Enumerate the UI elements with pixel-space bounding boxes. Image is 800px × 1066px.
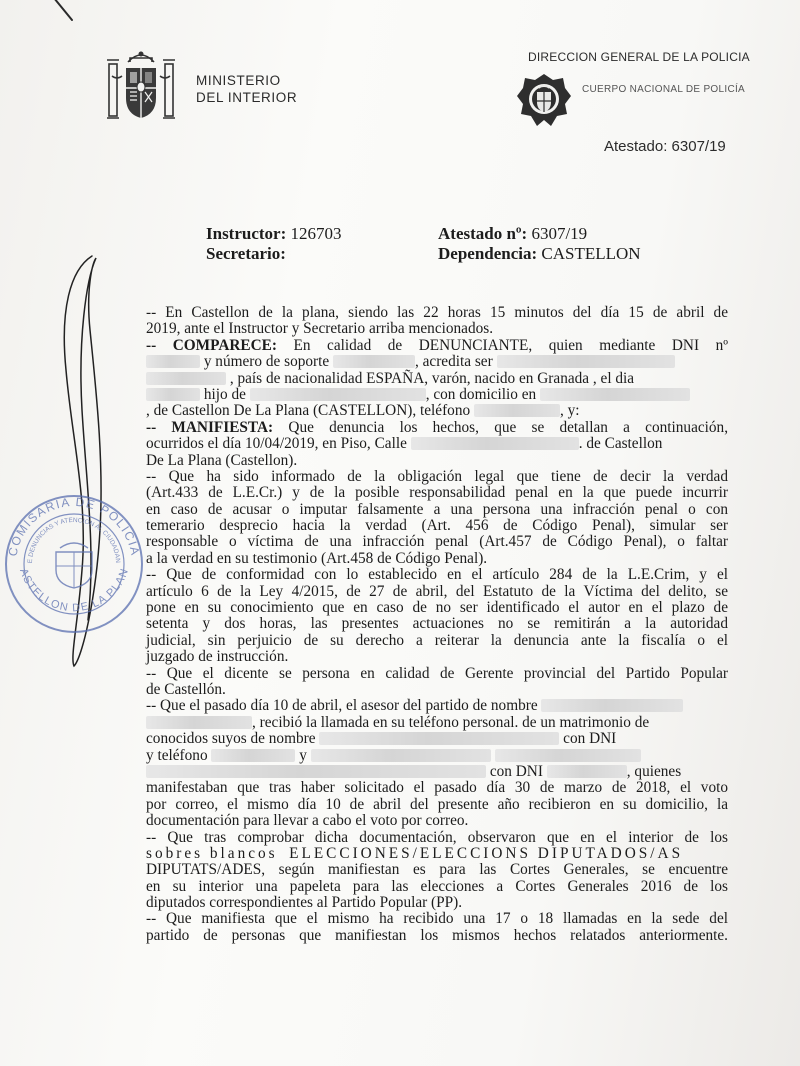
redacted-field xyxy=(319,732,559,745)
text-line: por correo, el mismo día 10 de abril del presente año recibieron en su domicilio, la xyxy=(146,795,728,813)
redacted-field xyxy=(146,716,252,729)
ministry-name xyxy=(196,72,297,106)
redacted-field xyxy=(311,749,491,762)
redacted-field xyxy=(540,388,690,401)
text-line: judicial, sin perjuicio de su derecho a reiterar la denuncia ante la fiscalía o el xyxy=(146,631,728,649)
stamp-inner-text: E DENUNCIAS Y ATENCION AL CIUDADAN xyxy=(26,516,122,564)
instructor-value: 126703 xyxy=(290,224,342,243)
redacted-field xyxy=(547,765,627,778)
redacted-field xyxy=(250,388,426,401)
redacted-field xyxy=(146,372,226,385)
text-line: de Castellón. xyxy=(146,680,226,698)
text-line: con DNI , quienes xyxy=(146,764,728,780)
atestado-value: 6307/19 xyxy=(531,224,588,243)
text-line: y teléfono y xyxy=(146,748,728,764)
text-line: 2019, ante el Instructor y Secretario arriba mencionados. xyxy=(146,320,494,338)
redacted-field xyxy=(497,355,675,368)
text-line: temerario desprecio hacia la verdad (Art. 456 de Código Penal), simular ser xyxy=(146,517,728,535)
text-line: -- Que ha sido informado de la obligación legal que tiene de decir la verdad xyxy=(146,467,728,485)
text-line: ocurridos el día 10/04/2019, en Piso, Calle . de Castellon xyxy=(146,435,663,453)
text-line: , país de nacionalidad ESPAÑA, varón, nacido en Granada , el dia xyxy=(146,371,728,387)
atestado-reference: Atestado: 6307/19 xyxy=(604,138,726,155)
instructor-label: Instructor: xyxy=(206,224,287,243)
manifiesta-label: -- MANIFIESTA: xyxy=(146,418,274,436)
text-line: , recibió la llamada en su teléfono personal. de un matrimonio de xyxy=(146,715,728,731)
atestado-label: Atestado nº: xyxy=(438,224,528,243)
atestado-row xyxy=(438,224,587,244)
text-line: -- Que el dicente se persona en calidad de Gerente provincial del Partido Popular xyxy=(146,664,728,682)
spanish-coat-of-arms-icon xyxy=(106,50,176,130)
ministry-line-2: DEL INTERIOR xyxy=(196,90,298,105)
ministry-line-1: MINISTERIO xyxy=(196,73,281,88)
text-line: en su interior una papeleta para las elecciones a Cortes Generales 2016 de los xyxy=(146,877,728,895)
text-line: a la verdad en su testimonio (Art.458 de Código Penal). xyxy=(146,549,488,567)
text-line: -- En Castellon de la plana, siendo las 22 horas 15 minutos del día 15 de abril de xyxy=(146,304,728,321)
text-line: , de Castellon De La Plana (CASTELLON), teléfono , y: xyxy=(146,402,580,420)
text-line: diputados correspondientes al Partido Popular (PP). xyxy=(146,894,463,912)
text-line: pone en su conocimiento que en caso de no ser identificado el autor en el plazo de xyxy=(146,599,728,617)
comparece-label: -- COMPARECE: xyxy=(146,336,277,354)
redacted-field xyxy=(495,749,641,762)
text-line: y número de soporte , acredita ser xyxy=(146,354,728,370)
text-line: DIPUTATS/ADES, según manifiestan es para las Cortes Generales, se encuentre xyxy=(146,861,728,879)
secretario-row xyxy=(206,244,286,264)
text-line: -- Que tras comprobar dicha documentación, observaron que en el interior de los xyxy=(146,828,728,846)
pen-mark xyxy=(50,0,80,22)
report-body xyxy=(146,305,728,944)
police-station-stamp xyxy=(0,486,154,636)
text-line: sobres blancos ELECCIONES/ELECCIONS DIPUTADOS/AS xyxy=(146,844,684,862)
redacted-field xyxy=(474,404,560,417)
text-line: -- Que de conformidad con lo establecido en el artículo 284 de la L.E.Crim, y el xyxy=(146,566,728,584)
text-line: manifestaban que tras haber solicitado el pasado día 30 de marzo de 2018, el voto xyxy=(146,779,728,797)
text-line: conocidos suyos de nombre con DNI xyxy=(146,730,617,748)
text-line: partido de personas que manifiestan los mismos hechos relatados anteriormente. xyxy=(146,926,728,944)
dependencia-label: Dependencia: xyxy=(438,244,538,263)
text-line: en caso de acusar o imputar falsamente a una persona una infracción penal o con xyxy=(146,500,728,518)
text-line: -- Que manifiesta que el mismo ha recibido una 17 o 18 llamadas en la sede del xyxy=(146,910,728,928)
stamp-bottom-text: ASTELLON DE LA PLAN xyxy=(16,566,132,615)
redacted-field xyxy=(146,388,200,401)
text-line: documentación para llevar a cabo el voto por correo. xyxy=(146,812,469,830)
text-line: artículo 6 de la Ley 4/2015, de 27 de abril, del Estatuto de la Víctima del delito, se xyxy=(146,582,728,600)
text-line: -- Que el pasado día 10 de abril, el asesor del partido de nombre xyxy=(146,698,728,714)
text-line: -- COMPARECE: En calidad de DENUNCIANTE, quien mediante DNI nº xyxy=(146,336,728,354)
redacted-field xyxy=(211,749,295,762)
text-line: setenta y dos horas, las presentes actuaciones no se remitirán a la autoridad xyxy=(146,615,728,633)
secretario-label: Secretario: xyxy=(206,244,286,263)
text-line: De La Plana (Castellon). xyxy=(146,451,298,469)
text-line: juzgado de instrucción. xyxy=(146,648,289,666)
text-line: hijo de , con domicilio en xyxy=(146,387,728,403)
national-police-badge-icon xyxy=(517,72,571,128)
redacted-field xyxy=(333,355,415,368)
redacted-field xyxy=(146,765,486,778)
text-line: responsable o víctima de una infracción penal (Art.457 de Código Penal), o faltar xyxy=(146,533,728,551)
redacted-field xyxy=(411,437,579,450)
instructor-row xyxy=(206,224,342,244)
corps-name: CUERPO NACIONAL DE POLICÍA xyxy=(582,84,746,95)
stamp-top-text: COMISARIA DE POLICIA xyxy=(5,494,143,558)
dependencia-value: CASTELLON xyxy=(541,244,641,263)
redacted-field xyxy=(146,355,200,368)
redacted-field xyxy=(541,699,683,712)
direction-title: DIRECCION GENERAL DE LA POLICIA xyxy=(528,50,750,64)
text-line: (Art.433 de L.E.Cr.) y de la posible responsabilidad penal en la que puede incurrir xyxy=(146,484,728,502)
text-line: -- MANIFIESTA: Que denuncia los hechos, que se detallan a continuación, xyxy=(146,418,729,436)
dependencia-row xyxy=(438,244,641,264)
